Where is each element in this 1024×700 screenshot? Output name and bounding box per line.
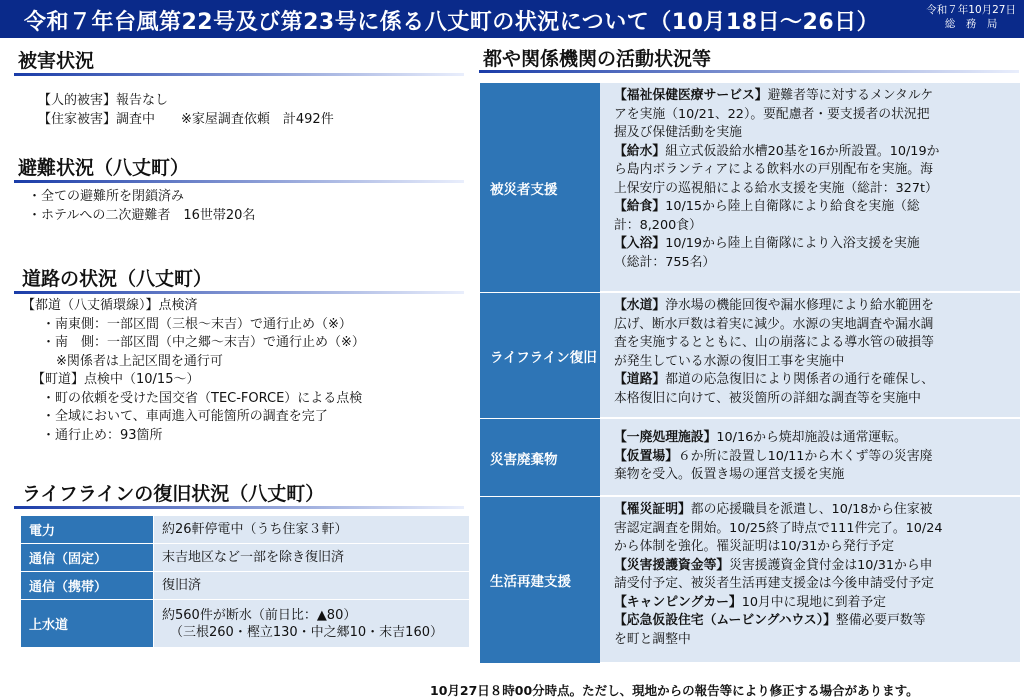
activity-line: 査を実施するとともに、山の崩落による導水管の破損等 [614,335,934,350]
title-bar [0,0,1024,38]
activity-label: 被災者支援 [480,83,600,293]
activity-line: 【給食】10/15から陸上自衛隊により給食を実施（総 [614,199,920,214]
activity-label: ライフライン復旧 [480,293,600,419]
activity-line: を町と調整中 [614,631,691,647]
road-line: 【町道】点検中（10/15～） [32,372,200,387]
department: 総 務 局 [944,18,998,30]
activity-line: 【給水】組立式仮設給水槽20基を16か所設置。10/19か [614,143,940,159]
activity-line: 【応急仮設住宅（ムービングハウス）】整備必要戸数等 [614,613,926,628]
road-line: ・町の依頼を受けた国交省（TEC-FORCE）による点検 [42,390,363,406]
activity-line: 【仮置場】６か所に設置し10/11から木くず等の災害廃 [614,448,933,464]
evacuation-heading: 避難状況（八丈町） [18,157,190,179]
lifeline-heading-underline [14,506,464,509]
activity-label: 災害廃棄物 [480,419,600,497]
table-row [21,572,470,600]
page-title: 令和７年台風第22号及び第23号に係る八丈町の状況について（10月18日～26日） [24,10,880,35]
header-meta [926,3,1016,31]
evacuation-line: ・ホテルへの二次避難者 16世帯20名 [28,207,256,223]
road-line: ・南東側：一部区間（三根～末吉）で通行止め（※） [42,316,352,332]
lifeline-value-detail: （三根260・樫立130・中之郷10・末吉160） [170,624,443,640]
activity-body [600,293,1020,419]
human-damage: 【人的被害】報告なし [38,93,169,108]
lifeline-heading: ライフラインの復旧状況（八丈町） [22,483,325,505]
lifeline-value: 約560件が断水（前日比：▲80） [162,607,357,623]
activity-line: 【一廃処理施設】10/16から焼却施設は通常運転。 [614,430,907,445]
lifeline-value: 復旧済 [154,572,470,600]
activity-line: 棄物を受入。仮置き場の運営支援を実施 [614,467,845,482]
road-line: 【都道（八丈循環線）】点検済 [22,298,198,313]
activity-line: から体制を強化。罹災証明は10/31から発行予定 [614,539,895,554]
damage-heading: 被害状況 [18,50,95,72]
evacuation-line: ・全ての避難所を閉鎖済み [28,189,185,204]
footer-note: 10月27日８時00分時点。ただし、現地からの報告等により修正する場合があります。 [430,683,919,698]
table-row [21,544,470,572]
road-line: ・通行止め：93箇所 [42,427,163,443]
activity-label: 生活再建支援 [480,497,600,664]
activity-line: 握及び保健活動を実施 [614,125,742,140]
activity-line: 【キャンピングカー】10月中に現地に到着予定 [614,594,886,610]
activity-line: 広げ、断水戸数は着実に減少。水源の実地調査や漏水調 [614,316,934,332]
activity-line: （総計：755名） [614,254,716,270]
activity-line: 【福祉保健医療サービス】避難者等に対するメンタルケ [614,88,934,103]
lifeline-key: 電力 [21,516,154,544]
lifeline-key: 上水道 [21,600,154,648]
activity-line: 請受付予定、被災者生活再建支援金は今後申請受付予定 [614,576,934,591]
evacuation-heading-underline [14,180,464,183]
activity-line: 【水道】浄水場の機能回復や漏水修理により給水範囲を [614,298,934,313]
activities-heading-underline [479,70,1019,73]
activity-line: アを実施（10/21、22）。要配慮者・要支援者の状況把 [614,106,930,122]
table-row [21,516,470,544]
report-date: 令和７年10月27日 [926,4,1016,16]
lifeline-value: 末吉地区など一部を除き復旧済 [154,544,470,572]
road-line: ・南 側：一部区間（中之郷～末吉）で通行止め（※） [42,335,365,350]
activity-line: 【入浴】10/19から陸上自衛隊により入浴支援を実施 [614,236,920,251]
road-line: ・全域において、車両進入可能箇所の調査を完了 [42,409,328,424]
activity-line: 【罹災証明】都の応援職員を派遣し、10/18から住家被 [614,502,933,517]
activity-line: が発生している水源の復旧工事を実施中 [614,353,845,369]
activity-line: ら島内ボランティアによる飲料水の戸別配布を実施。海 [614,162,933,177]
roads-heading-underline [14,291,464,294]
activity-line: 計：8,200食） [614,217,702,233]
damage-block [38,92,334,129]
activities-heading: 都や関係機関の活動状況等 [483,48,712,70]
activity-line: 害認定調査を開始。10/25終了時点で111件完了。10/24 [614,520,943,536]
lifeline-value: 約26軒停電中（うち住家３軒） [154,516,470,544]
activity-line: 上保安庁の巡視船による給水支援を実施（総計：327t） [614,180,938,196]
lifeline-key: 通信（固定） [21,544,154,572]
activity-line: 【災害援護資金等】災害援護資金貸付金は10/31から申 [614,557,933,573]
activity-line: 【道路】都道の応急復旧により関係者の通行を確保し、 [614,372,934,387]
lifeline-table [20,515,470,648]
activity-body [600,497,1020,664]
evacuation-block [28,188,255,225]
house-damage: 【住家被害】調査中 ※家屋調査依頼 計492件 [38,111,334,127]
lifeline-value-cell [154,600,470,648]
roads-block [22,297,365,445]
activity-body [600,419,1020,497]
table-row [21,600,470,648]
damage-heading-underline [14,73,464,76]
activity-line: 本格復旧に向けて、被災箇所の詳細な調査等を実施中 [614,390,921,406]
activity-body [600,83,1020,293]
lifeline-key: 通信（携帯） [21,572,154,600]
road-line: ※関係者は上記区間を通行可 [56,353,223,369]
roads-heading: 道路の状況（八丈町） [22,268,213,290]
